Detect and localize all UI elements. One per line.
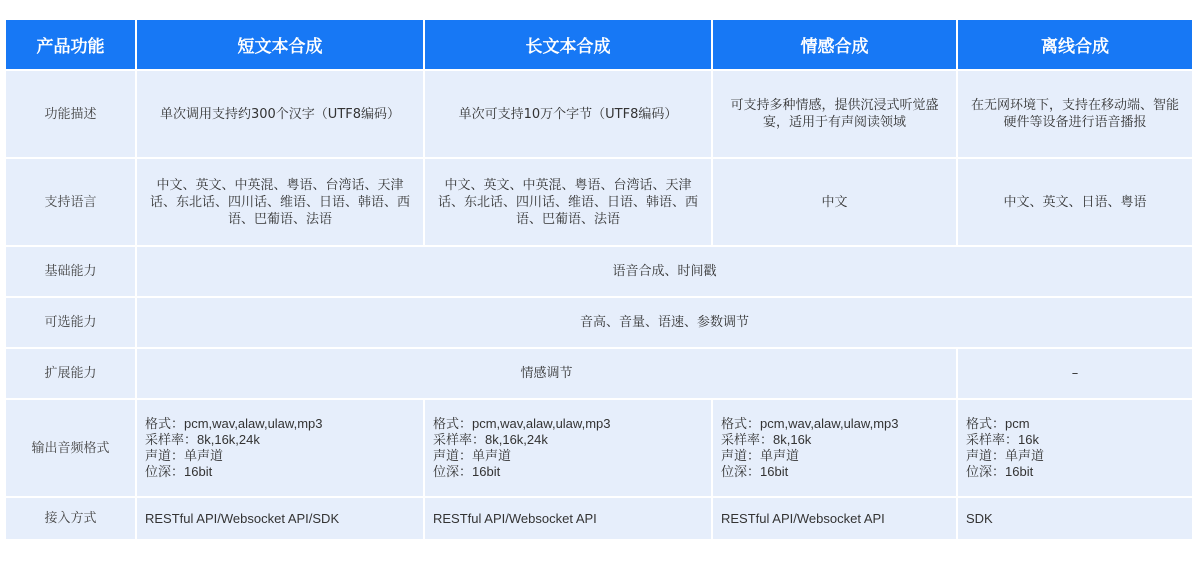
- table-row-basic: [6, 246, 1192, 297]
- cell-format-emotion: [712, 399, 957, 497]
- format-line: 格式：pcm,wav,alaw,ulaw,mp3: [433, 416, 611, 431]
- bit-depth-line: 位深：16bit: [721, 464, 789, 479]
- header-short-text: 短文本合成: [136, 20, 424, 70]
- format-line: 格式：pcm,wav,alaw,ulaw,mp3: [721, 416, 899, 431]
- cell-extended-value: 情感调节: [136, 348, 957, 399]
- table-header-row: [6, 20, 1192, 70]
- cell-languages-long-text: 中文、英文、中英混、粤语、台湾话、天津话、东北话、四川话、维语、日语、韩语、西语、巴葡语、法语: [424, 158, 712, 246]
- cell-access-offline: SDK: [957, 497, 1192, 540]
- cell-format-long-text: [424, 399, 712, 497]
- channel-line: 声道：单声道: [721, 448, 800, 463]
- sample-rate-line: 采样率：8k,16k,24k: [145, 432, 260, 447]
- header-offline: 离线合成: [957, 20, 1192, 70]
- product-comparison-table: [6, 20, 1192, 541]
- sample-rate-line: 采样率：16k: [966, 432, 1039, 447]
- table-row-description: [6, 70, 1192, 158]
- header-long-text: 长文本合成: [424, 20, 712, 70]
- row-label-audio-format: 输出音频格式: [6, 399, 136, 497]
- cell-optional-value: 音高、音量、语速、参数调节: [136, 297, 1192, 348]
- cell-description-long-text: 单次可支持10万个字节（UTF8编码）: [424, 70, 712, 158]
- row-label-description: 功能描述: [6, 70, 136, 158]
- sample-rate-line: 采样率：8k,16k,24k: [433, 432, 548, 447]
- table-row-languages: [6, 158, 1192, 246]
- bit-depth-line: 位深：16bit: [145, 464, 213, 479]
- sample-rate-line: 采样率：8k,16k: [721, 432, 812, 447]
- table-row-access: [6, 497, 1192, 540]
- bit-depth-line: 位深：16bit: [966, 464, 1034, 479]
- row-label-extended: 扩展能力: [6, 348, 136, 399]
- table-row-audio-format: [6, 399, 1192, 497]
- comparison-table-wrapper: [6, 20, 1192, 541]
- row-label-languages: 支持语言: [6, 158, 136, 246]
- cell-access-short-text: RESTful API/Websocket API/SDK: [136, 497, 424, 540]
- header-emotion: 情感合成: [712, 20, 957, 70]
- row-label-optional: 可选能力: [6, 297, 136, 348]
- cell-format-short-text: [136, 399, 424, 497]
- cell-languages-short-text: 中文、英文、中英混、粤语、台湾话、天津话、东北话、四川话、维语、日语、韩语、西语、巴葡语、法语: [136, 158, 424, 246]
- row-label-access: 接入方式: [6, 497, 136, 540]
- cell-access-long-text: RESTful API/Websocket API: [424, 497, 712, 540]
- cell-description-emotion: 可支持多种情感，提供沉浸式听觉盛宴，适用于有声阅读领域: [712, 70, 957, 158]
- header-feature: 产品功能: [6, 20, 136, 70]
- cell-description-offline: 在无网环境下，支持在移动端、智能硬件等设备进行语音播报: [957, 70, 1192, 158]
- cell-languages-offline: 中文、英文、日语、粤语: [957, 158, 1192, 246]
- cell-languages-emotion: 中文: [712, 158, 957, 246]
- cell-basic-value: 语音合成、时间戳: [136, 246, 1192, 297]
- channel-line: 声道：单声道: [966, 448, 1045, 463]
- cell-format-offline: [957, 399, 1192, 497]
- channel-line: 声道：单声道: [433, 448, 512, 463]
- format-line: 格式：pcm,wav,alaw,ulaw,mp3: [145, 416, 323, 431]
- channel-line: 声道：单声道: [145, 448, 224, 463]
- row-label-basic: 基础能力: [6, 246, 136, 297]
- cell-description-short-text: 单次调用支持约300个汉字（UTF8编码）: [136, 70, 424, 158]
- cell-extended-offline: –: [957, 348, 1192, 399]
- table-row-extended: [6, 348, 1192, 399]
- cell-access-emotion: RESTful API/Websocket API: [712, 497, 957, 540]
- bit-depth-line: 位深：16bit: [433, 464, 501, 479]
- format-line: 格式：pcm: [966, 416, 1030, 431]
- table-row-optional: [6, 297, 1192, 348]
